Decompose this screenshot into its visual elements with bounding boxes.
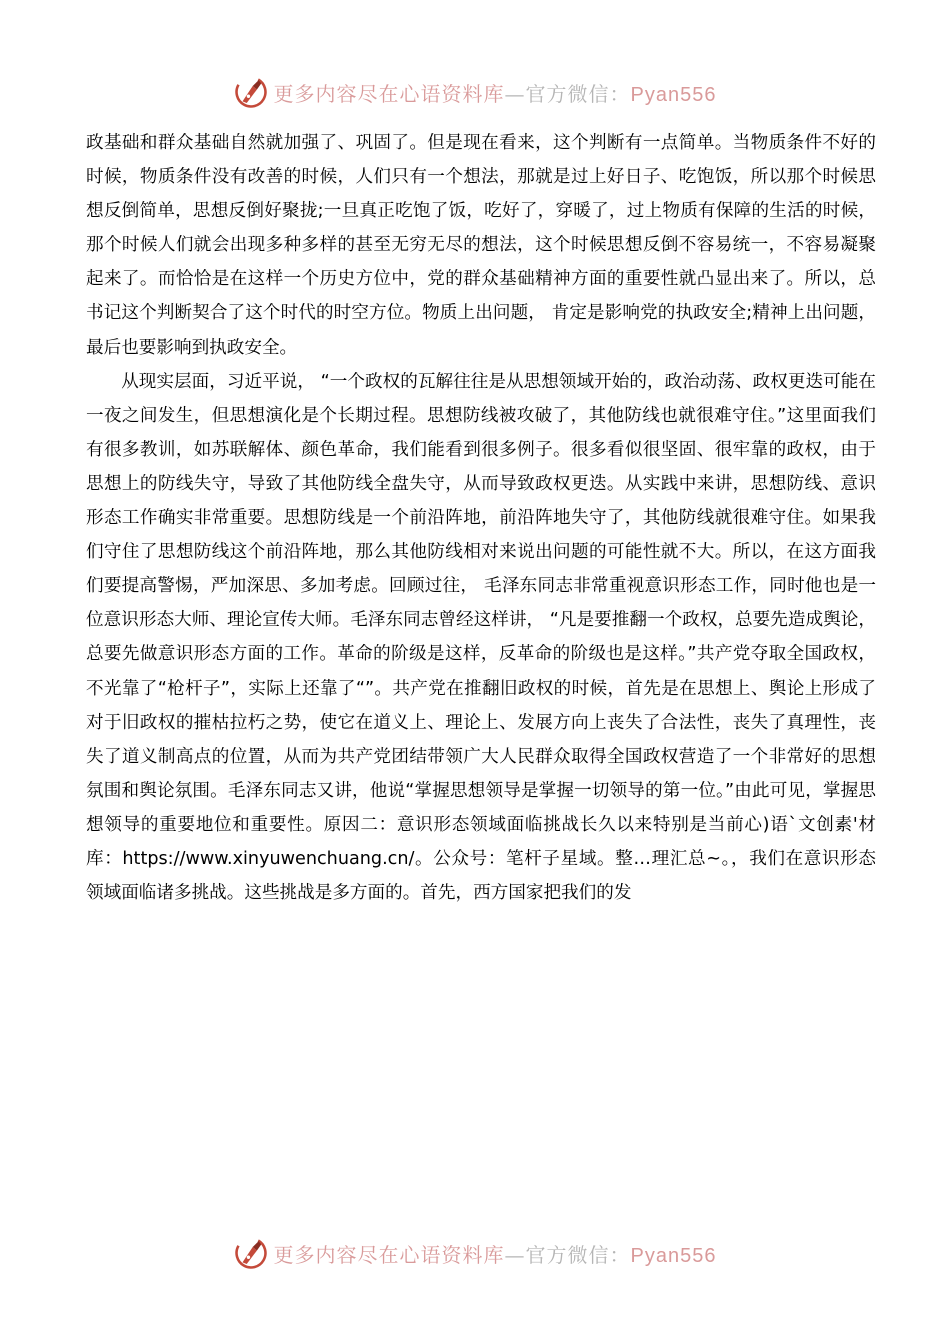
banner-wechat-label: 官方微信： (525, 81, 631, 106)
banner-text (274, 1239, 717, 1268)
document-body (86, 126, 876, 910)
pen-nib-logo-icon (234, 75, 268, 109)
banner-wechat-id: Pyan556 (630, 83, 717, 106)
banner-wechat-label: 官方微信： (525, 1242, 631, 1267)
pen-nib-logo-icon (234, 1236, 268, 1270)
body-paragraph-1: 政基础和群众基础自然就加强了、巩固了。但是现在看来，这个判断有一点简单。当物质条件不好的时候，物质条件没有改善的时候，人们只有一个想法，那就是过上好日子、吃饱饭，所以那个时候思想反倒简单，思想反倒好聚拢;一旦真正吃饱了饭，吃好了，穿暖了，过上物质有保障的生活的时候，那个时候人们就会出现多种多样的甚至无穷无尽的想法，这个时候思想反倒不容易统一，不容易凝聚起来了。而恰恰是在这样一个历史方位中，党的群众基础精神方面的重要性就凸显出来了。所以，总书记这个判断契合了这个时代的时空方位。物质上出问题， 肯定是影响党的执政安全;精神上出问题，最后也要影响到执政安全。 (86, 133, 876, 358)
banner-main-text: 更多内容尽在心语资料库 (273, 81, 505, 106)
banner-main-text: 更多内容尽在心语资料库 (273, 1242, 505, 1267)
banner-text (274, 78, 717, 107)
banner-wechat-id: Pyan556 (630, 1244, 717, 1267)
banner-dash: — (504, 1242, 526, 1267)
banner-dash: — (504, 81, 526, 106)
body-paragraph-2: 从现实层面，习近平说， “一个政权的瓦解往往是从思想领域开始的，政治动荡、政权更迭可能在一夜之间发生，但思想演化是个长期过程。思想防线被攻破了，其他防线也就很难守住。”这里面我们有很多教训，如苏联解体、颜色革命，我们能看到很多例子。很多看似很坚固、很牢靠的政权，由于思想上的防线失守，导致了其他防线全盘失守，从而导致政权更迭。从实践中来讲，思想防线、意识形态工作确实非常重要。思想防线是一个前沿阵地，前沿阵地失守了，其他防线就很难守住。如果我们守住了思想防线这个前沿阵地，那么其他防线相对来说出问题的可能性就不大。所以，在这方面我们要提高警惕，严加深思、多加考虑。回顾过往， 毛泽东同志非常重视意识形态工作，同时他也是一位意识形态大师、理论宣传大师。毛泽东同志曾经这样讲， “凡是要推翻一个政权，总要先造成舆论，总要先做意识形态方面的工作。革命的阶级是这样，反革命的阶级也是这样。”共产党夺取全国政权，不光靠了“枪杆子”，实际上还靠了“”。共产党在推翻旧政权的时候，首先是在思想上、舆论上形成了对于旧政权的摧枯拉朽之势，使它在道义上、理论上、发展方向上丧失了合法性，丧失了真理性，丧失了道义制高点的位置，从而为共产党团结带领广大人民群众取得全国政权营造了一个非常好的思想氛围和舆论氛围。毛泽东同志又讲，他说“掌握思想领导是掌握一切领导的第一位。”由此可见，掌握思想领导的重要地位和重要性。原因二：意识形态领域面临挑战长久以来特别是当前心)语`文创素'材库：https://www.xinyuwenchuang.cn/。公众号：笔杆子星域。整…理汇总~。，我们在意识形态领域面临诸多挑战。这些挑战是多方面的。首先，西方国家把我们的发 (86, 371, 876, 904)
header-banner (0, 70, 950, 114)
footer-banner (0, 1231, 950, 1275)
